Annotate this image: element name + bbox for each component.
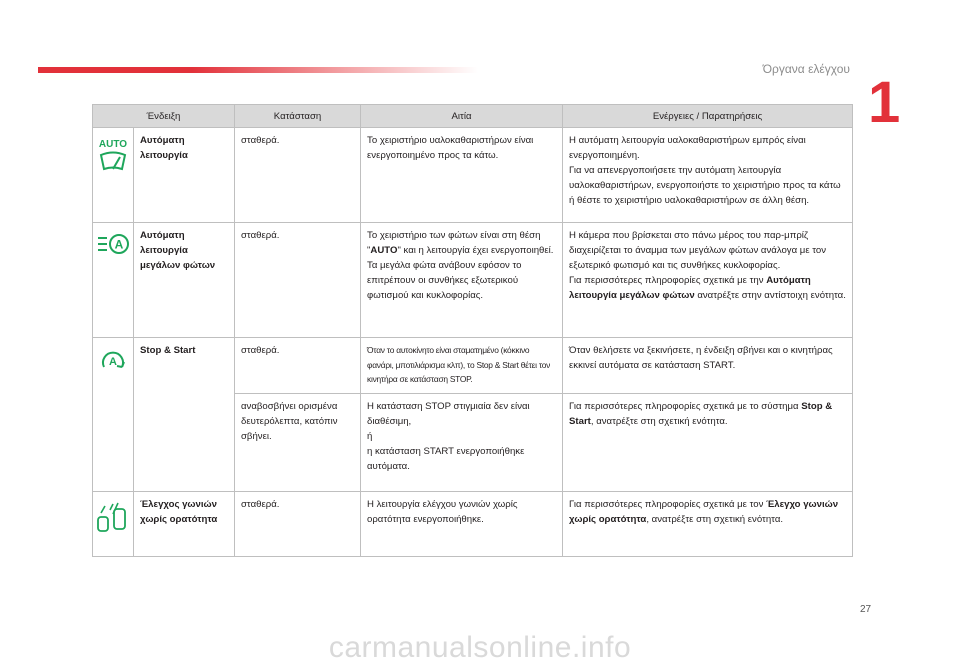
cause-line: η κατάσταση START ενεργοποιήθηκε αυτόματα. xyxy=(367,446,525,472)
indicator-table xyxy=(92,104,853,557)
stop-start-icon-text: A xyxy=(109,356,117,368)
column-header: Αιτία xyxy=(361,105,563,128)
cause-cell: Το χειριστήριο υαλοκαθαριστήρων είναι ενεργοποιημένο προς τα κάτω. xyxy=(361,128,563,223)
action-bold-text: Αυτόματη λειτουργία μεγάλων φώτων xyxy=(569,275,811,301)
page-number: 27 xyxy=(860,604,872,615)
action-text: Για περισσότερες πληροφορίες σχετικά με το σύστημα xyxy=(569,401,802,412)
action-line xyxy=(569,273,846,303)
table-row xyxy=(93,128,853,223)
cause-text: Το χειριστήριο των φώτων είναι στη θέση " xyxy=(367,230,541,256)
indicator-icon-cell xyxy=(93,128,134,223)
cause-cell: Όταν το αυτοκίνητο είναι σταματημένο (κόκκινο φανάρι, μποτιλιάρισμα κλπ), το Stop & Start θέτει τον κινητήρα σε κατάσταση STOP. xyxy=(361,338,563,394)
table-row xyxy=(93,223,853,338)
blind-spot-monitoring-icon xyxy=(95,500,131,534)
header-accent-bar xyxy=(38,67,478,73)
auto-wiper-icon-text: AUTO xyxy=(98,139,128,150)
action-cell xyxy=(563,128,853,223)
auto-wiper-icon xyxy=(96,136,130,176)
action-text: Για περισσότερες πληροφορίες σχετικά με τον xyxy=(569,499,767,510)
action-bold-text: Έλεγχο γωνιών χωρίς ορατότητα xyxy=(569,499,839,525)
cause-line: Τα μεγάλα φώτα ανάβουν εφόσον το επιτρέπουν οι συνθήκες εξωτερικού φωτισμού και κυκλοφορίας. xyxy=(367,260,522,301)
cause-line: Η κατάσταση STOP στιγμιαία δεν είναι διαθέσιμη, xyxy=(367,401,530,427)
action-cell: Όταν θελήσετε να ξεκινήσετε, η ένδειξη σβήνει και ο κινητήρας εκκινεί αυτόματα σε κατάσταση START. xyxy=(563,338,853,394)
section-title: Όργανα ελέγχου xyxy=(762,62,850,76)
action-text: , ανατρέξτε στη σχετική ενότητα. xyxy=(646,514,784,525)
auto-high-beam-icon xyxy=(96,231,130,261)
action-cell xyxy=(563,223,853,338)
action-text: , ανατρέξτε στη σχετική ενότητα. xyxy=(590,416,728,427)
column-header: Ενέργειες / Παρατηρήσεις xyxy=(563,105,853,128)
cause-cell: Η λειτουργία ελέγχου γωνιών χωρίς ορατότητα ενεργοποιήθηκε. xyxy=(361,492,563,557)
indicator-name: Αυτόματη λειτουργία xyxy=(134,128,235,223)
indicator-icon-cell xyxy=(93,492,134,557)
action-line: Η κάμερα που βρίσκεται στο πάνω μέρος του παρ-μπρίζ διαχειρίζεται το άναμμα των μεγάλων φώτων ανάλογα με τον εξωτερικό φωτισμό και τις συνθήκες κυκλοφορίας. xyxy=(569,230,827,271)
column-header: Ένδειξη xyxy=(93,105,235,128)
cause-cell xyxy=(361,394,563,492)
action-text: Για περισσότερες πληροφορίες σχετικά με την xyxy=(569,275,767,286)
cause-cell xyxy=(361,223,563,338)
state-cell: σταθερά. xyxy=(235,223,361,338)
cause-text: " και η λειτουργία έχει ενεργοποιηθεί. xyxy=(397,245,554,256)
indicator-icon-cell xyxy=(93,338,134,492)
table-row xyxy=(93,492,853,557)
state-cell: αναβοσβήνει ορισμένα δευτερόλεπτα, κατόπιν σβήνει. xyxy=(235,394,361,492)
action-text: ανατρέξτε στην αντίστοιχη ενότητα. xyxy=(694,290,846,301)
table-header-row xyxy=(93,105,853,128)
indicator-name: Stop & Start xyxy=(134,338,235,492)
column-header: Κατάσταση xyxy=(235,105,361,128)
action-bold-text: Stop & Start xyxy=(569,401,833,427)
state-cell: σταθερά. xyxy=(235,338,361,394)
watermark: carmanualsonline.info xyxy=(328,631,632,664)
table-row xyxy=(93,338,853,394)
action-line: Για να απενεργοποιήσετε την αυτόματη λειτουργία υαλοκαθαριστήρων, ενεργοποιήστε το χειριστήριο προς τα κάτω ή θέστε το χειριστήριο υαλοκαθαριστήρων σε άλλη θέση. xyxy=(569,165,841,206)
indicator-name: Έλεγχος γωνιών χωρίς ορατότητα xyxy=(134,492,235,557)
chapter-number: 1 xyxy=(868,70,901,135)
action-cell xyxy=(563,394,853,492)
indicator-name: Αυτόματη λειτουργία μεγάλων φώτων xyxy=(134,223,235,338)
state-cell: σταθερά. xyxy=(235,492,361,557)
cause-line xyxy=(367,228,556,258)
state-cell: σταθερά. xyxy=(235,128,361,223)
action-line: Η αυτόματη λειτουργία υαλοκαθαριστήρων εμπρός είναι ενεργοποιημένη. xyxy=(569,135,806,161)
cause-bold-text: AUTO xyxy=(370,245,398,256)
cause-line: ή xyxy=(367,431,373,442)
action-cell xyxy=(563,492,853,557)
indicator-icon-cell xyxy=(93,223,134,338)
stop-start-icon xyxy=(98,346,128,376)
auto-high-beam-icon-text: A xyxy=(114,237,124,252)
